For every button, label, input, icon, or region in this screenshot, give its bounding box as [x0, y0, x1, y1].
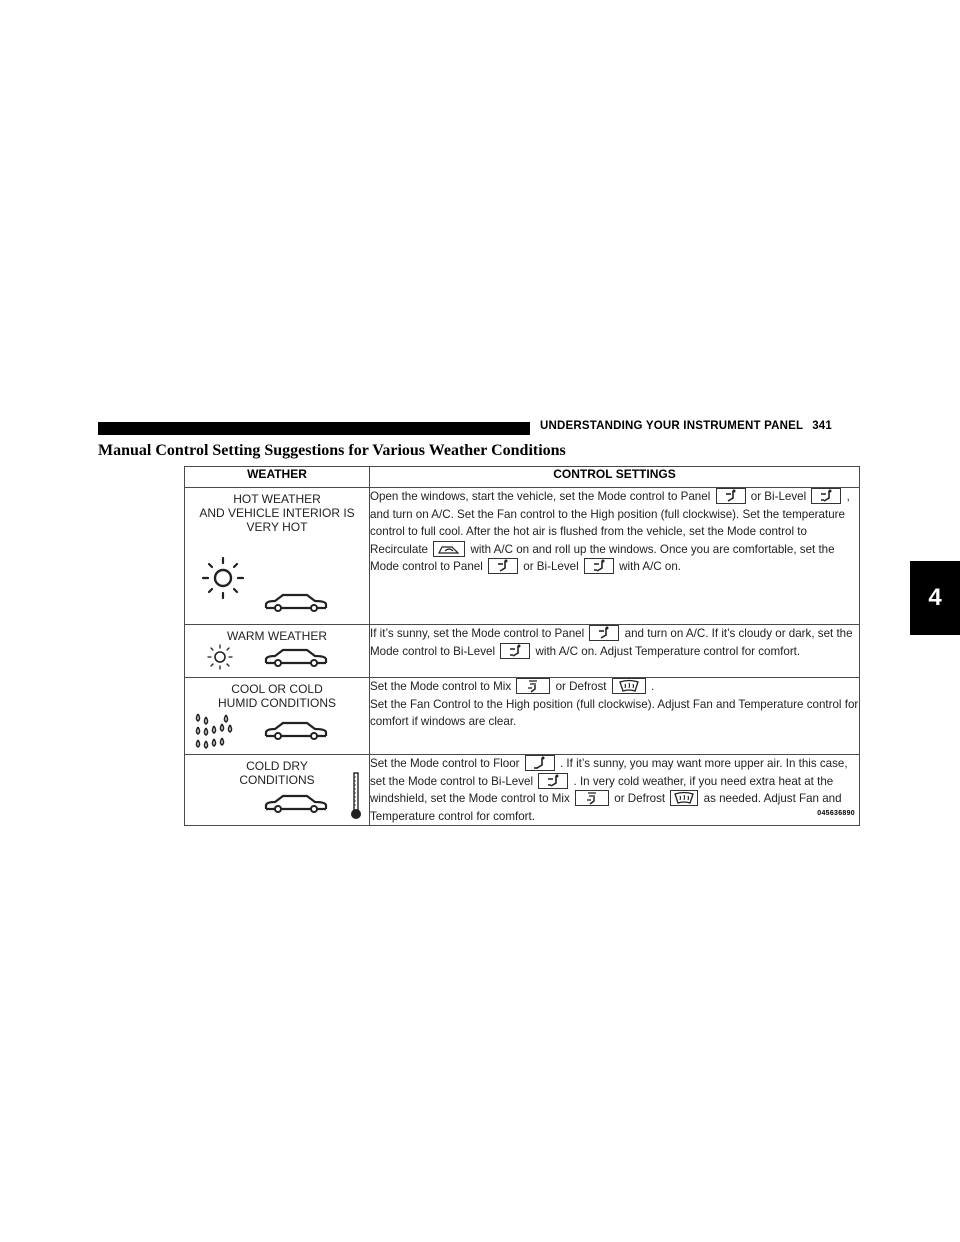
table-row — [185, 755, 860, 826]
car-icon — [263, 592, 329, 614]
figure-code: 045636890 — [817, 809, 855, 817]
page-title: Manual Control Setting Suggestions for Various Weather Conditions — [98, 442, 566, 459]
settings-cell: Set the Mode control to Floor . If it’s sunny, you may want more upper air. In this case, set the Mode control to Bi-Level . In very cold weather, if you need extra heat at the windshield, set the Mode control to Mix or Defrost as needed. Adjust Fan and Temperature control for comfort. 045636890 — [370, 755, 860, 826]
sun-icon — [205, 643, 235, 671]
bilevel-mode-icon — [811, 488, 841, 504]
mix-mode-icon — [516, 678, 550, 694]
weather-cell — [185, 625, 370, 678]
header-control-settings: CONTROL SETTINGS — [370, 467, 860, 488]
floor-mode-icon — [525, 755, 555, 771]
weather-label: COOL OR COLD HUMID CONDITIONS — [218, 682, 336, 710]
bilevel-mode-icon — [584, 558, 614, 574]
panel-mode-icon — [488, 558, 518, 574]
defrost-icon — [670, 790, 698, 806]
settings-cell: If it’s sunny, set the Mode control to Panel and turn on A/C. If it’s cloudy or dark, set the Mode control to Bi-Level with A/C on. Adjust Temperature control for comfort. — [370, 625, 860, 678]
bilevel-mode-icon — [500, 643, 530, 659]
section-title: UNDERSTANDING YOUR INSTRUMENT PANEL — [540, 420, 804, 432]
page-number: 341 — [812, 420, 832, 432]
weather-cell — [185, 678, 370, 755]
car-icon — [263, 647, 329, 669]
table-row — [185, 678, 860, 755]
settings-table — [184, 466, 860, 826]
raindrops-icon — [193, 712, 237, 752]
weather-cell — [185, 488, 370, 625]
mix-mode-icon — [575, 790, 609, 806]
settings-cell: Open the windows, start the vehicle, set the Mode control to Panel or Bi-Level , and turn on A/C. Set the Fan control to the High position (full clockwise). Set the temperature control to full cool. After the hot air is flushed from the vehicle, set the Mode control to Recirculate with A/C on and roll up the windows. Once you are comfortable, set the Mode control to Panel or Bi-Level with A/C on. — [370, 488, 860, 625]
bilevel-mode-icon — [538, 773, 568, 789]
car-icon — [263, 720, 329, 742]
chapter-tab — [910, 561, 960, 635]
weather-label: WARM WEATHER — [227, 629, 327, 643]
chapter-number: 4 — [928, 584, 942, 611]
thermometer-icon — [349, 771, 363, 821]
running-header — [540, 420, 832, 432]
table-row — [185, 488, 860, 625]
sun-icon — [199, 556, 247, 600]
recirculate-icon — [433, 541, 465, 557]
car-icon — [263, 793, 329, 815]
weather-cell — [185, 755, 370, 826]
weather-label: HOT WEATHER AND VEHICLE INTERIOR IS VERY HOT — [199, 492, 355, 534]
settings-cell: Set the Mode control to Mix or Defrost . Set the Fan Control to the High position (full clockwise). Adjust Fan and Temperature control for comfort if windows are clear. — [370, 678, 860, 755]
table-row — [185, 625, 860, 678]
panel-mode-icon — [716, 488, 746, 504]
panel-mode-icon — [589, 625, 619, 641]
header-weather: WEATHER — [185, 467, 370, 488]
weather-label: COLD DRY CONDITIONS — [239, 759, 315, 787]
header-bar — [98, 422, 530, 435]
defrost-icon — [612, 678, 646, 694]
